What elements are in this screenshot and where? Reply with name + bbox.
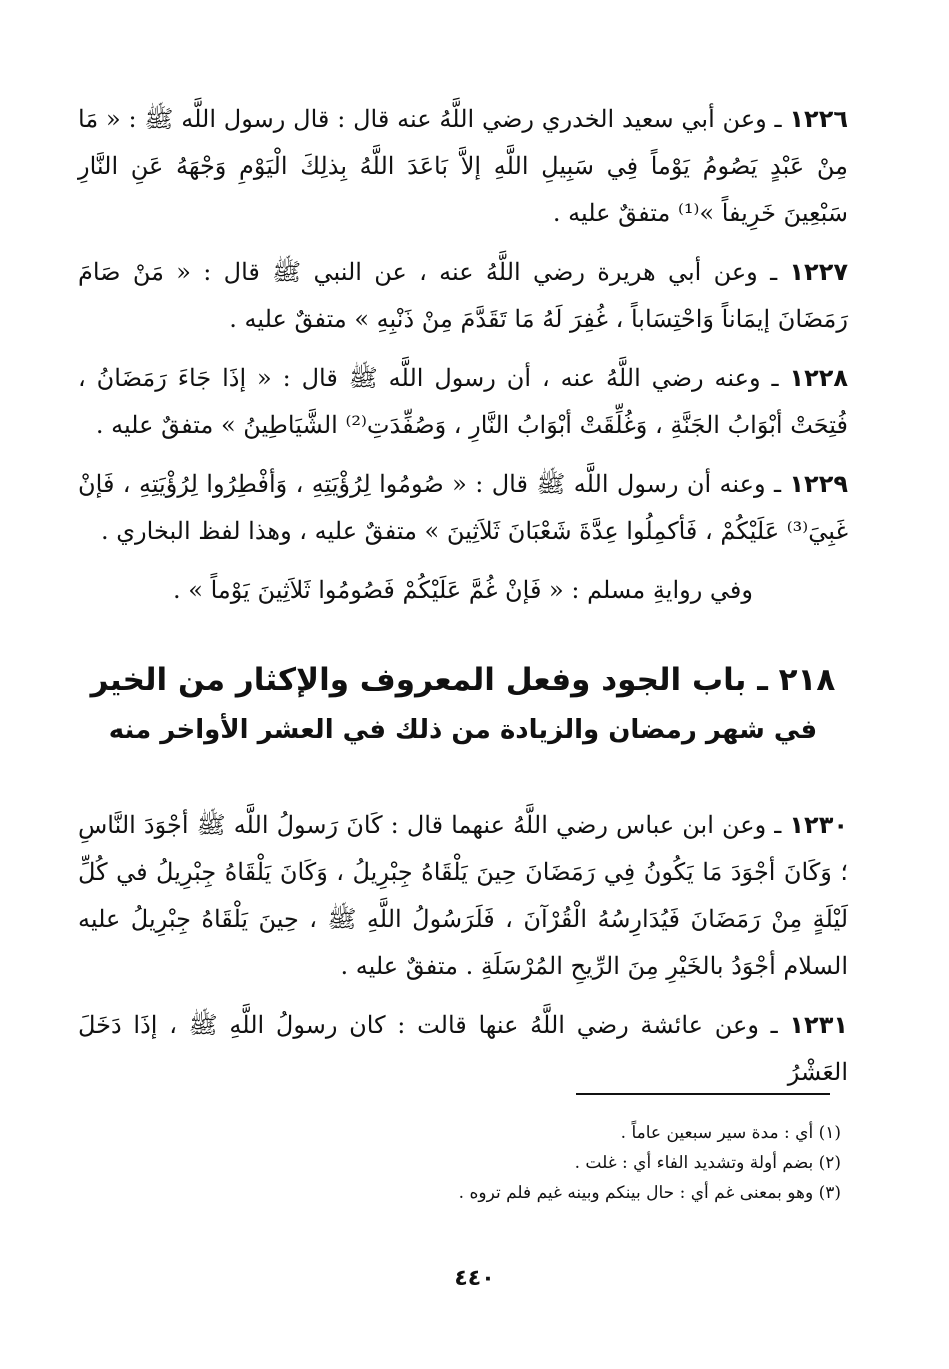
muslim-narration: وفي روايةِ مسلم : « فَإنْ غُمَّ عَلَيْكُمْ فَصُومُوا ثَلاَثِينَ يَوْماً » . <box>173 576 753 604</box>
hadith-text: ـ وعن ابن عباس رضي اللَّهُ عنهما قال : كَانَ رَسولُ اللَّه ﷺ أجْوَدَ النَّاسِ ؛ وَكَانَ أجْوَدَ مَا يَكُونُ فِي رَمَضَانَ حِينَ يَلْقَاهُ جِبْرِيلُ ، وَكَانَ يَلْقَاهُ جِبْرِيلُ في كُلِّ لَيْلَةٍ مِنْ رَمَضَانَ فَيُدَارِسُهُ الْقُرْآنَ ، فَلَرَسُولُ اللَّهِ ﷺ ، حِينَ يَلْقَاهُ جِبْرِيلُ عليه السلام أجْوَدُ بالخَيْرِ مِنَ الرِّيحِ المُرْسَلَةِ . متفقٌ عليه . <box>78 811 848 980</box>
page-body <box>78 96 848 1108</box>
hadith-number: ١٢٢٩ <box>789 470 848 498</box>
hadith-number: ١٢٢٦ <box>789 105 848 133</box>
chapter-title: ٢١٨ ـ باب الجود وفعل المعروف والإكثار من الخير <box>90 662 836 698</box>
hadith-1226 <box>78 96 848 237</box>
hadith-text: ـ وعن عائشة رضي اللَّهُ عنها قالت : كان رسولُ اللَّهِ ﷺ ، إذَا دَخَلَ العَشْرُ <box>78 1011 848 1086</box>
hadith-1229 <box>78 461 848 555</box>
footnotes <box>141 1118 841 1208</box>
hadith-number: ١٢٣١ <box>789 1011 848 1039</box>
hadith-number: ١٢٣٠ <box>789 811 848 839</box>
hadith-1230 <box>78 802 848 990</box>
hadith-number: ١٢٢٧ <box>789 258 848 286</box>
hadith-1227 <box>78 249 848 343</box>
hadith-number: ١٢٢٨ <box>789 364 849 392</box>
hadith-text: ـ وعنه أن رسول اللَّه ﷺ قال : « صُومُوا لِرُؤْيَتِهِ ، وَأفْطِرُوا لِرُؤْيَتِهِ ، فَإنْ غَبِيَ⁽³⁾ عَلَيْكُمْ ، فَأكمِلُوا عِدَّةَ شَعْبَانَ ثَلاَثِينَ » متفقٌ عليه ، وهذا لفظ البخاري . <box>78 470 848 545</box>
hadith-1228 <box>78 355 848 449</box>
chapter-subtitle: في شهر رمضان والزيادة من ذلك في العشر الأواخر منه <box>108 715 818 745</box>
hadith-text: ـ وعنه رضي اللَّهُ عنه ، أن رسول اللَّه ﷺ قال : « إذَا جَاءَ رَمَضَانُ ، فُتِحَتْ أبْوَابُ الجَنَّةِ ، وَغُلِّقَتْ أبْوَابُ النَّارِ ، وَصُفِّدَتِ⁽²⁾ الشَّيَاطِينُ » متفقٌ عليه . <box>78 364 848 439</box>
footnote-3: (٣) وهو بمعنى غم أي : حال بينكم وبينه غيم فلم تروه . <box>458 1183 841 1203</box>
chapter-heading <box>78 654 848 754</box>
hadith-1231 <box>78 1002 848 1096</box>
hadith-text: ـ وعن أبي سعيد الخدري رضي اللَّهُ عنه قال : قال رسول اللَّه ﷺ : « مَا مِنْ عَبْدٍ يَصُومُ يَوْماً فِي سَبِيلِ اللَّهِ إلاَّ بَاعَدَ اللَّهُ بِذلِكَ الْيَوْمِ وَجْهَهُ عَنِ النَّارِ سَبْعِينَ خَرِيفاً »⁽¹⁾ متفقٌ عليه . <box>78 105 848 227</box>
hadith-text: ـ وعن أبي هريرة رضي اللَّهُ عنه ، عن النبي ﷺ قال : « مَنْ صَامَ رَمَضَانَ إيمَاناً وَاحْتِسَاباً ، غُفِرَ لَهُ مَا تَقَدَّمَ مِنْ ذَنْبِهِ » متفقٌ عليه . <box>78 258 848 333</box>
footnote-divider <box>576 1093 830 1095</box>
footnote-1: (١) أي : مدة سير سبعين عاماً . <box>620 1123 841 1143</box>
page-number: ٤٤٠ <box>454 1266 495 1291</box>
footnote-2: (٢) بضم أولة وتشديد الفاء أي : غلت . <box>574 1153 841 1173</box>
